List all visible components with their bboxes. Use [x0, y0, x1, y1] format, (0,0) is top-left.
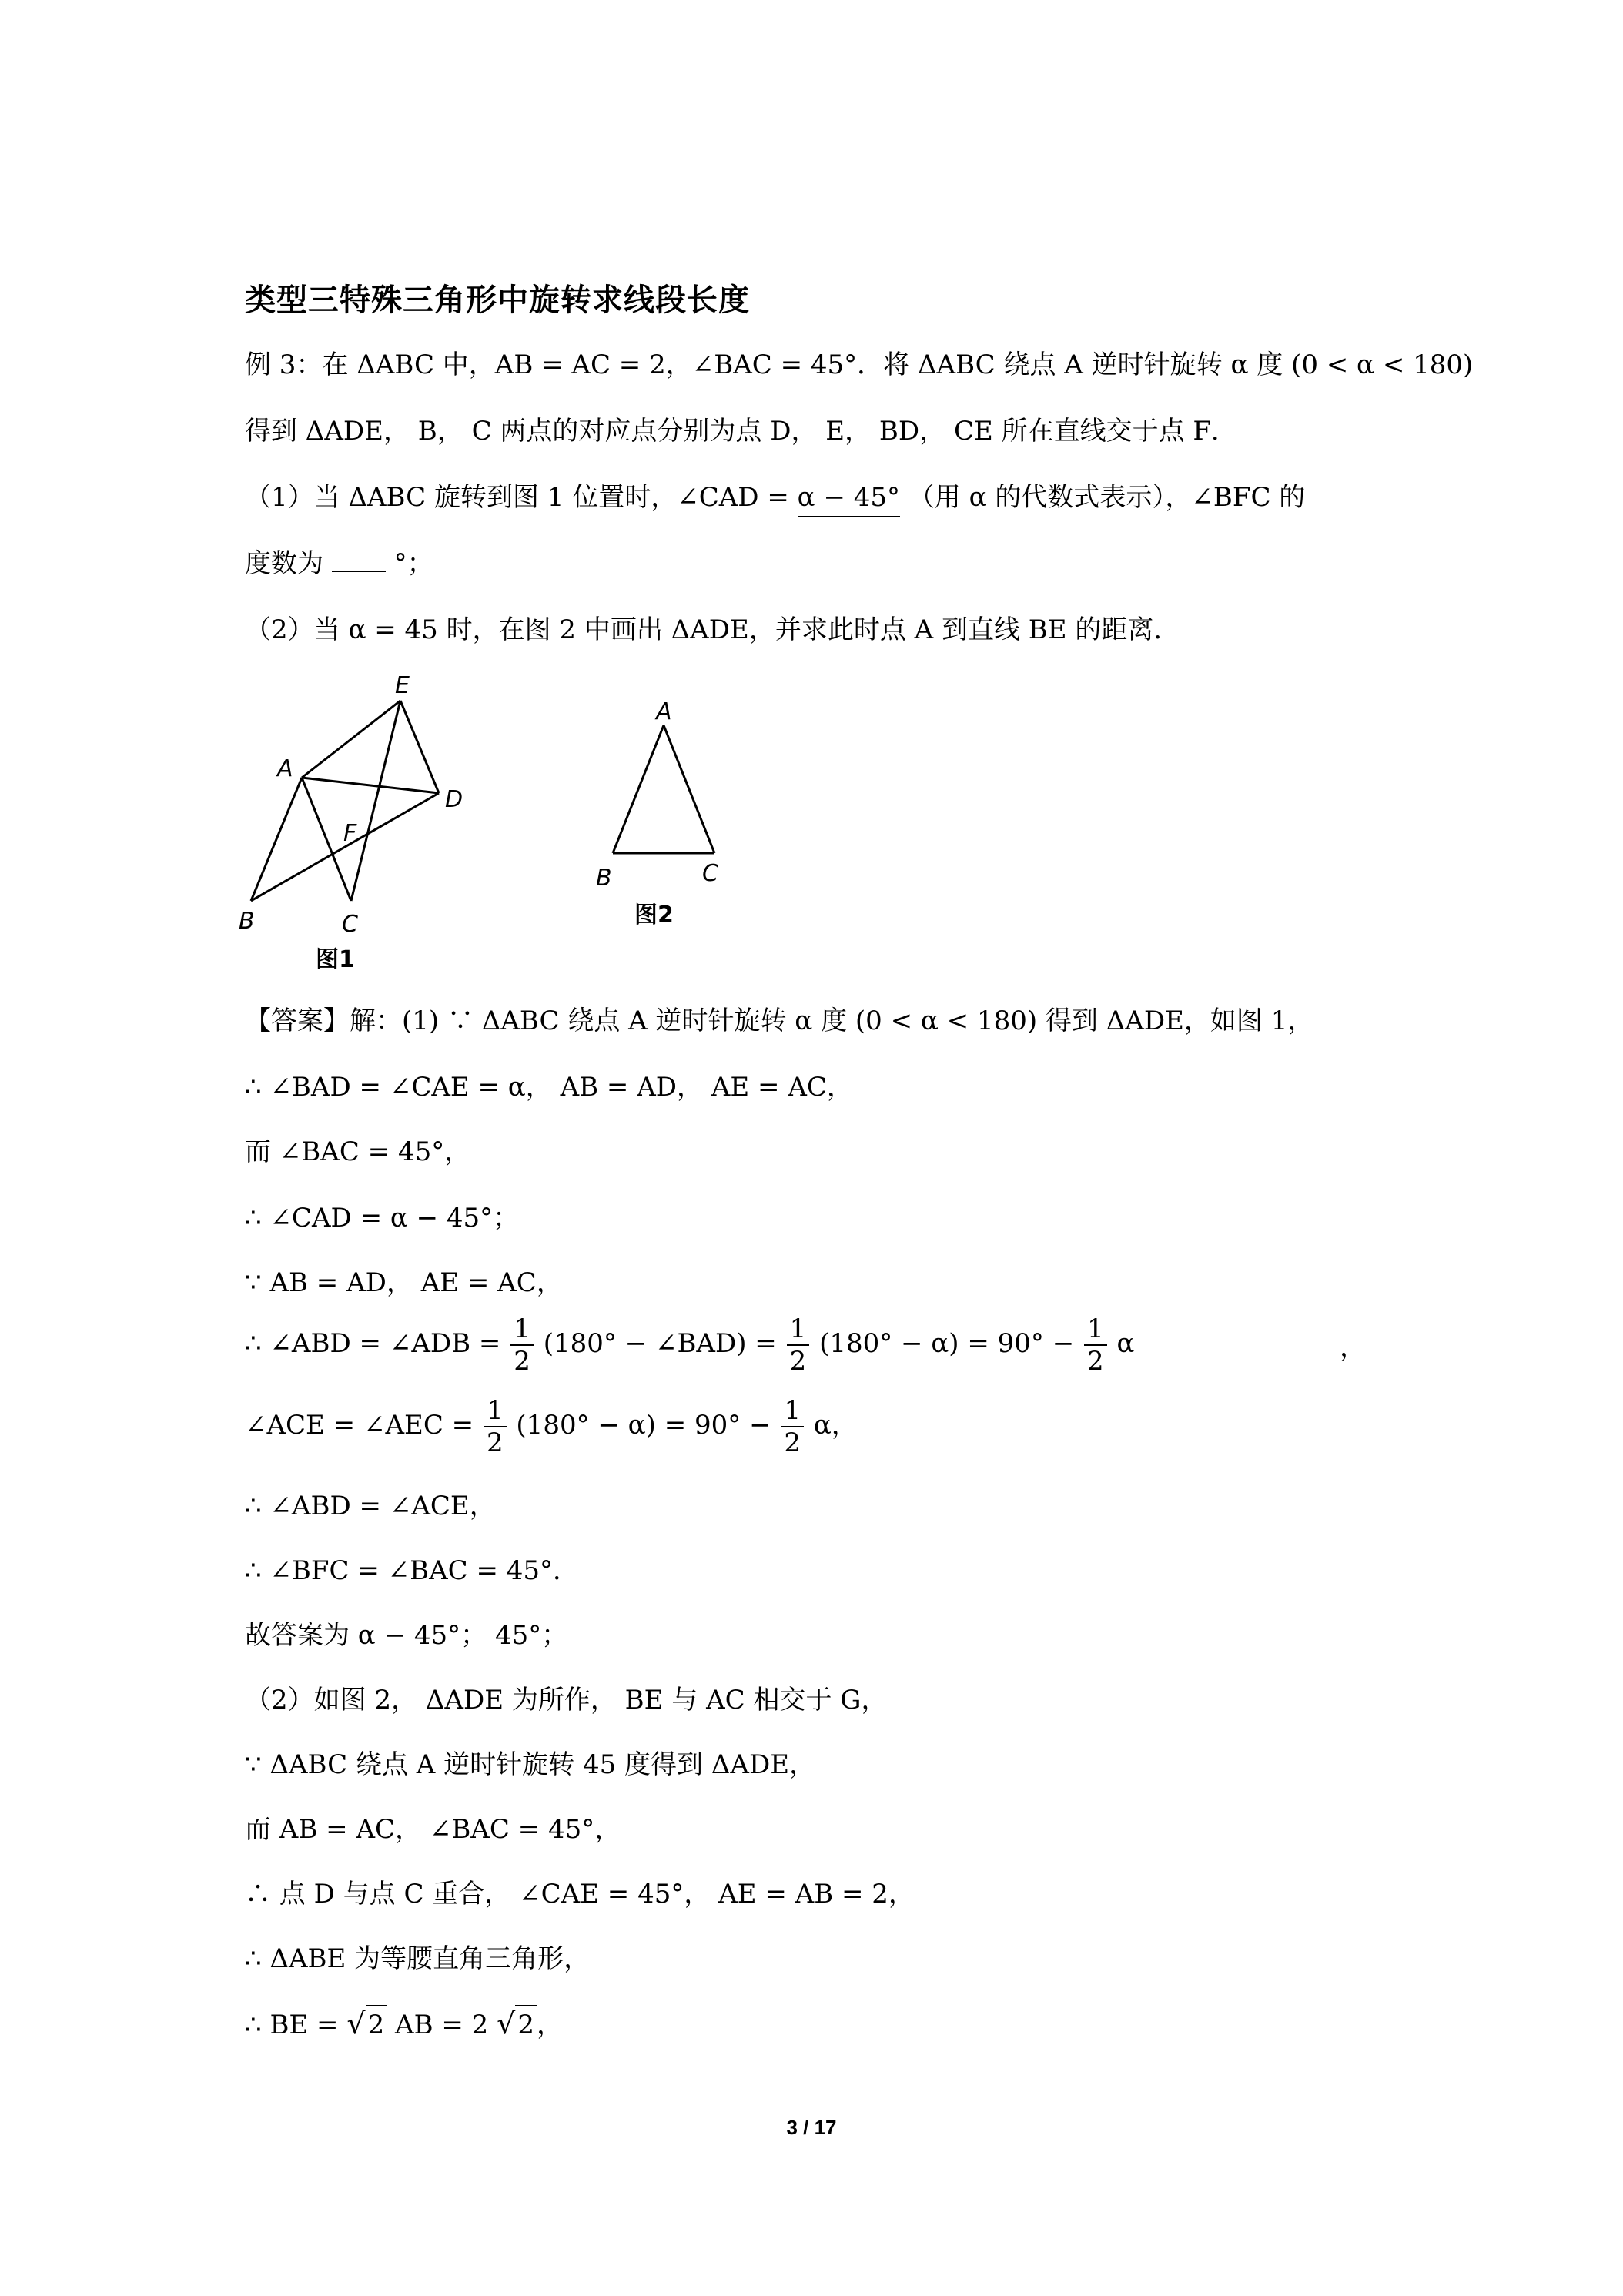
label-b: B [239, 908, 255, 935]
segment-ae [302, 701, 400, 778]
l16-text-c: AB = 2 [395, 2010, 489, 2040]
fraction-numerator: 1 [787, 1314, 810, 1346]
label-b: B [596, 865, 612, 892]
q1-text-a: （1）当 ΔABC 旋转到图 1 位置时，∠CAD = [245, 482, 789, 513]
q1-answer-blank: α − 45° [798, 479, 900, 517]
answer-line-11: （2）如图 2， ΔADE 为所作， BE 与 AC 相交于 G， [245, 1685, 888, 1715]
label-d: D [445, 786, 463, 813]
label-a: A [277, 755, 293, 782]
fraction-half [1084, 1314, 1107, 1377]
segment-ce [351, 701, 400, 901]
segment-ac [664, 725, 714, 853]
answer-line-6 [245, 1314, 1134, 1377]
figure-1 [239, 662, 493, 986]
label-a: A [656, 698, 672, 725]
label-c: C [702, 860, 718, 887]
label-c: C [342, 911, 358, 938]
answer-line-9: ∴ ∠BFC = ∠BAC = 45°． [245, 1555, 580, 1586]
l6-text-b: (180° − ∠BAD) = [543, 1328, 777, 1359]
answer-line-14: ∴ 点 D 与点 C 重合， ∠CAE = 45°， AE = AB = 2， [245, 1879, 915, 1909]
label-f: F [343, 820, 357, 847]
answer-line-4: ∴ ∠CAD = α − 45°； [245, 1203, 520, 1233]
fraction-denominator: 2 [784, 1427, 801, 1458]
sqrt-symbol: √ [346, 2006, 366, 2040]
segment-ab [251, 778, 302, 901]
label-e: E [395, 672, 410, 699]
answer-line-7 [245, 1395, 858, 1458]
q1-line2-text-a: 度数为 [245, 548, 323, 579]
answer-line-10: 故答案为 α − 45°； 45°； [245, 1620, 568, 1651]
figure-1-lines [251, 701, 439, 901]
l7-text-c: α， [813, 1410, 858, 1441]
answer-line-3: 而 ∠BAC = 45°， [245, 1136, 471, 1167]
l6-text-c: (180° − α) = 90° − [819, 1328, 1075, 1359]
l16-text-a: ∴ BE = [245, 2010, 339, 2040]
fraction-numerator: 1 [781, 1395, 804, 1427]
fraction-half [510, 1314, 534, 1377]
question-1-line-2 [245, 545, 433, 582]
fraction-numerator: 1 [1084, 1314, 1107, 1346]
fraction-half [484, 1395, 507, 1458]
l6-text-a: ∴ ∠ABD = ∠ADB = [245, 1328, 501, 1359]
fraction-denominator: 2 [486, 1427, 504, 1458]
example-line-2: 得到 ΔADE， B， C 两点的对应点分别为点 D， E， BD， CE 所在直线交于点 F． [245, 416, 1238, 447]
fraction-denominator: 2 [1087, 1346, 1104, 1377]
fraction-denominator: 2 [789, 1346, 807, 1377]
answer-line-15: ∴ ΔABE 为等腰直角三角形， [245, 1943, 591, 1974]
answer-line-5: ∵ AB = AD， AE = AC， [245, 1267, 563, 1298]
figure-2-caption: 图2 [634, 902, 674, 929]
figure-2 [585, 693, 755, 939]
answer-line-13: 而 AB = AC， ∠BAC = 45°， [245, 1814, 621, 1845]
fraction-half [781, 1395, 804, 1458]
l6-text-d: α [1116, 1328, 1135, 1359]
answer-line-2: ∴ ∠BAD = ∠CAE = α， AB = AD， AE = AC， [245, 1072, 853, 1103]
sqrt-symbol: √ [497, 2006, 516, 2040]
page-number: 3 / 17 [786, 2116, 837, 2139]
segment-ad [302, 778, 439, 793]
sqrt-radicand: 2 [515, 2005, 537, 2043]
example-line-1: 例 3：在 ΔABC 中，AB = AC = 2，∠BAC = 45°．将 ΔABC 绕点 A 逆时针旋转 α 度 (0 < α < 180) [245, 350, 1474, 380]
question-1-line-1 [245, 479, 1305, 517]
figure-2-lines [613, 725, 714, 853]
fraction-half [787, 1314, 810, 1377]
l7-text-a: ∠ACE = ∠AEC = [245, 1410, 474, 1441]
fraction-numerator: 1 [484, 1395, 507, 1427]
answer-line-1: 【答案】解：(1) ∵ ΔABC 绕点 A 逆时针旋转 α 度 (0 < α < 180) 得到 ΔADE，如图 1， [245, 1006, 1314, 1036]
sqrt-radicand: 2 [366, 2005, 387, 2043]
figure-1-caption: 图1 [316, 946, 355, 973]
segment-ed [400, 701, 439, 793]
segment-ab [613, 725, 664, 853]
question-2: （2）当 α = 45 时，在图 2 中画出 ΔADE，并求此时点 A 到直线 BE 的距离． [245, 614, 1180, 645]
answer-line-12: ∵ ΔABC 绕点 A 逆时针旋转 45 度得到 ΔADE， [245, 1749, 816, 1780]
q1-text-b: （用 α 的代数式表示），∠BFC 的 [908, 482, 1306, 513]
fraction-numerator: 1 [510, 1314, 534, 1346]
l16-text-e: ， [536, 2010, 563, 2040]
answer-line-6-comma: ， [1340, 1332, 1366, 1363]
q1-empty-blank [332, 571, 386, 572]
fraction-denominator: 2 [514, 1346, 530, 1377]
l7-text-b: (180° − α) = 90° − [516, 1410, 771, 1441]
section-title: 类型三特殊三角形中旋转求线段长度 [245, 283, 750, 318]
q1-line2-text-b: °； [393, 548, 433, 579]
answer-line-16 [245, 2005, 563, 2043]
answer-line-8: ∴ ∠ABD = ∠ACE， [245, 1491, 496, 1521]
